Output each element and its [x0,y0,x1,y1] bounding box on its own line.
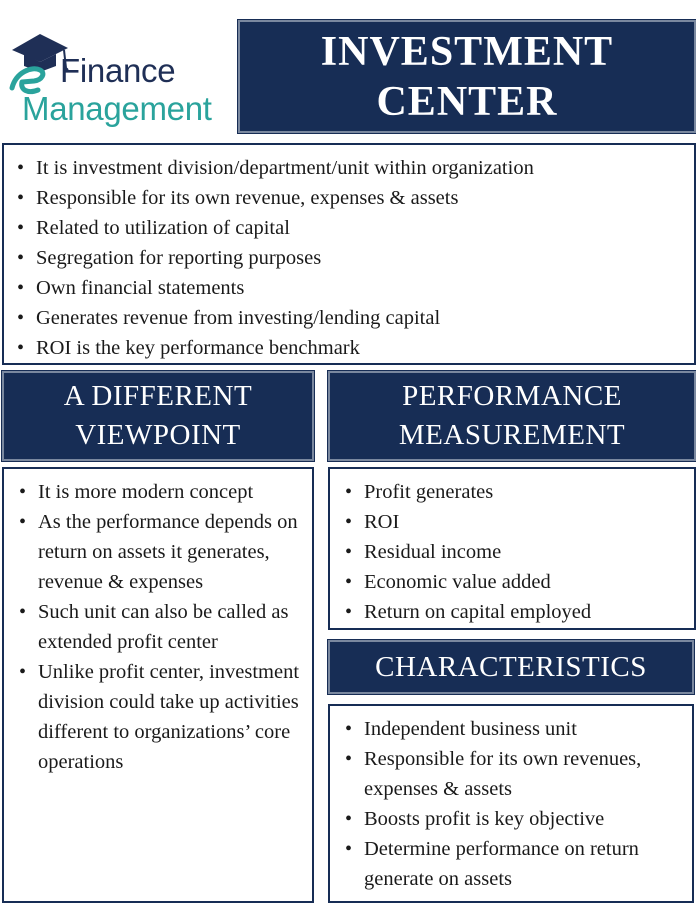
list-item: • Such unit can also be called as extended profit center [16,597,312,657]
list-item: • Responsible for its own revenues, expenses & assets [342,744,692,804]
performance-header [328,371,696,461]
viewpoint-header-line-1: A DIFFERENT [63,380,253,412]
list-item: • Responsible for its own revenue, expenses & assets [14,183,694,213]
list-item: • Determine performance on return generate on assets [342,834,692,894]
list-item: • Related to utilization of capital [14,213,694,243]
performance-list [342,477,694,627]
definition-list [14,153,694,363]
performance-header-line-2: MEASUREMENT [398,419,626,451]
definition-box [2,143,696,365]
list-item: • Residual income [342,537,694,567]
list-item: • Profit generates [342,477,694,507]
logo-text-management: Management [22,90,212,127]
logo-text-finance: Finance [60,52,176,89]
list-item: • Return on capital employed [342,597,694,627]
list-item: • Segregation for reporting purposes [14,243,694,273]
list-item: • Own financial statements [14,273,694,303]
viewpoint-list [16,477,312,777]
list-item: • Independent business unit [342,714,692,744]
characteristics-list [342,714,692,894]
list-item: • It is investment division/department/unit within organization [14,153,694,183]
performance-header-line-1: PERFORMANCE [402,380,622,412]
list-item: • Economic value added [342,567,694,597]
list-item: • Generates revenue from investing/lending capital [14,303,694,333]
list-item: • Boosts profit is key objective [342,804,692,834]
title-line-1: INVESTMENT [320,28,614,75]
list-item: • Unlike profit center, investment division could take up activities different to organizations’ core operations [16,657,312,777]
characteristics-box [328,704,694,903]
title-line-2: CENTER [376,78,558,125]
list-item: • As the performance depends on return on assets it generates, revenue & expenses [16,507,312,597]
list-item: • ROI is the key performance benchmark [14,333,694,363]
viewpoint-box [2,467,314,903]
performance-box [328,467,696,630]
page-title [238,20,696,133]
viewpoint-header [2,371,314,461]
characteristics-header [328,640,694,694]
list-item: • It is more modern concept [16,477,312,507]
list-item: • ROI [342,507,694,537]
characteristics-header-text: CHARACTERISTICS [375,650,647,683]
efinance-logo [6,22,231,132]
viewpoint-header-line-2: VIEWPOINT [75,419,241,451]
